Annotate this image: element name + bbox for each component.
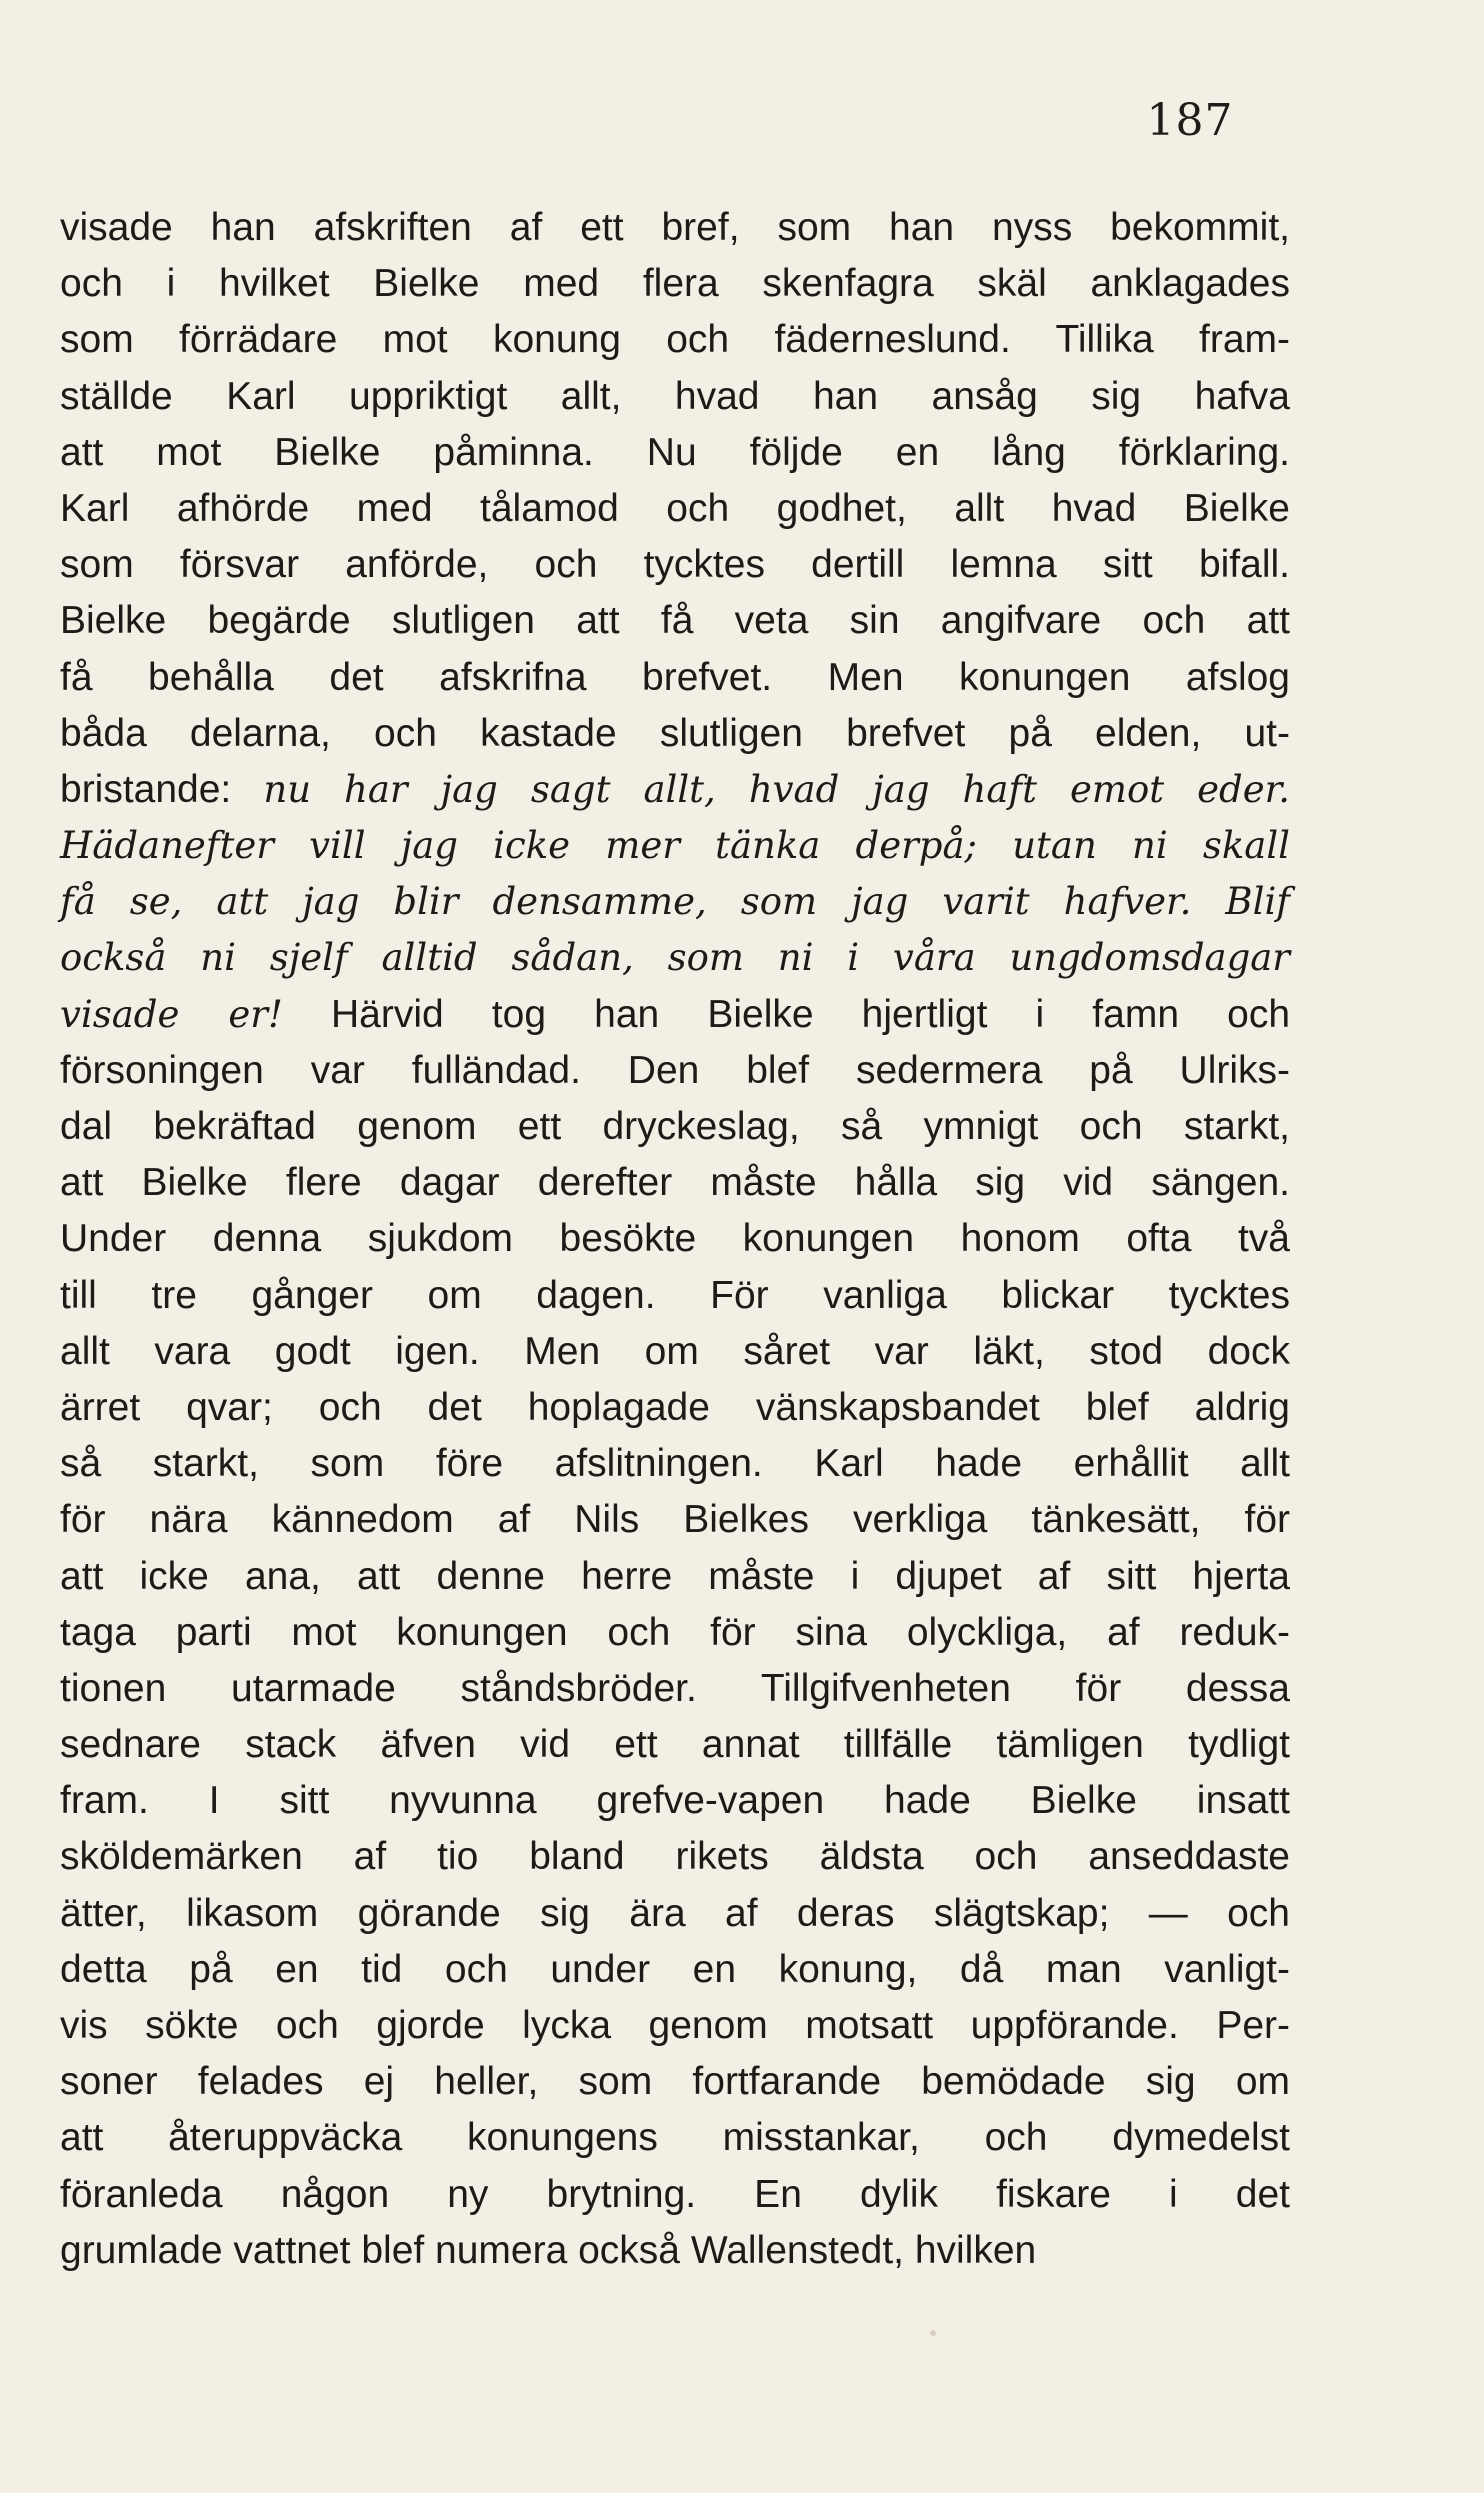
- text-run: till tre gånger om dagen. För vanliga blickar tycktes: [60, 1273, 1290, 1317]
- text-run: båda delarna, och kastade slutligen brefvet på elden, ut-: [60, 711, 1290, 755]
- text-run: ätter, likasom görande sig ära af deras slägtskap; — och: [60, 1891, 1290, 1935]
- text-line: [60, 256, 1290, 312]
- text-line: [60, 1829, 1290, 1885]
- text-run: ställde Karl uppriktigt allt, hvad han ansåg sig hafva: [60, 374, 1290, 418]
- text-line: [60, 1886, 1290, 1942]
- italic-text: också ni sjelf alltid sådan, som ni i våra ungdomsdagar: [60, 936, 1290, 980]
- italic-text: nu har jag sagt allt, hvad jag haft emot eder.: [263, 767, 1290, 811]
- text-run: dal bekräftad genom ett dryckeslag, så ymnigt och starkt,: [60, 1105, 1290, 1148]
- text-run: som förrädare mot konung och fäderneslund. Tillika fram-: [60, 318, 1290, 362]
- text-run: att Bielke flere dagar derefter måste hålla sig vid sängen.: [60, 1161, 1290, 1205]
- paper-speck: [930, 2330, 936, 2336]
- text-line: [60, 1324, 1290, 1380]
- text-run: för nära kännedom af Nils Bielkes verkliga tänkesätt, för: [60, 1498, 1290, 1542]
- text-line: [60, 369, 1290, 425]
- text-line: [60, 1436, 1290, 1492]
- text-line: [60, 312, 1290, 368]
- text-run: föranleda någon ny brytning. En dylik fiskare i det: [60, 2172, 1290, 2216]
- text-run: att mot Bielke påminna. Nu följde en lång förklaring.: [60, 430, 1290, 474]
- text-line: [60, 1043, 1290, 1099]
- text-line: [60, 1717, 1290, 1773]
- text-line: [60, 200, 1290, 256]
- text-line: [60, 481, 1290, 537]
- text-line: [60, 1380, 1290, 1436]
- text-line: [60, 2167, 1290, 2223]
- text-line: [60, 762, 1290, 818]
- italic-text: Hädanefter vill jag icke mer tänka derpå; utan ni skall: [60, 824, 1290, 868]
- italic-text: få se, att jag blir densamme, som jag varit hafver. Blif: [60, 880, 1290, 924]
- text-line: [60, 874, 1290, 930]
- text-line: [60, 593, 1290, 649]
- text-line: [60, 2054, 1290, 2110]
- text-run: detta på en tid och under en konung, då man vanligt-: [60, 1947, 1290, 1991]
- text-run: Bielke begärde slutligen att få veta sin angifvare och att: [60, 599, 1290, 643]
- text-line: [60, 2110, 1290, 2166]
- text-run: Karl afhörde med tålamod och godhet, allt hvad Bielke: [60, 486, 1290, 530]
- text-run: Under denna sjukdom besökte konungen honom ofta två: [60, 1217, 1290, 1261]
- body-text: [60, 200, 1290, 2279]
- text-run: allt vara godt igen. Men om såret var läkt, stod dock: [60, 1329, 1290, 1373]
- text-run: fram. I sitt nyvunna grefve-vapen hade Bielke insatt: [60, 1779, 1290, 1823]
- text-line: [60, 1605, 1290, 1661]
- text-run: och i hvilket Bielke med flera skenfagra skäl anklagades: [60, 262, 1290, 306]
- text-run: ärret qvar; och det hoplagade vänskapsbandet blef aldrig: [60, 1385, 1290, 1429]
- text-line: [60, 425, 1290, 481]
- text-line: [60, 930, 1290, 986]
- text-run: som försvar anförde, och tycktes dertill lemna sitt bifall.: [60, 543, 1290, 587]
- text-line: [60, 537, 1290, 593]
- text-line: [60, 1155, 1290, 1211]
- text-line: [60, 2223, 1290, 2279]
- text-run: att icke ana, att denne herre måste i djupet af sitt hjerta: [60, 1554, 1290, 1598]
- text-run: vis sökte och gjorde lycka genom motsatt uppförande. Per-: [60, 2004, 1290, 2047]
- text-line: [60, 1773, 1290, 1829]
- text-run: så starkt, som före afslitningen. Karl hade erhållit allt: [60, 1442, 1290, 1486]
- text-line: [60, 1549, 1290, 1605]
- text-run: soner felades ej heller, som fortfarande bemödade sig om: [60, 2060, 1290, 2104]
- text-run: Härvid tog han Bielke hjertligt i famn och: [282, 992, 1291, 1036]
- text-line: [60, 1099, 1290, 1155]
- text-line: [60, 706, 1290, 762]
- text-line: [60, 1211, 1290, 1267]
- text-run: att återuppväcka konungens misstankar, och dymedelst: [60, 2116, 1290, 2160]
- italic-text: visade er!: [60, 992, 283, 1036]
- text-run: tionen utarmade ståndsbröder. Tillgifvenheten för dessa: [60, 1666, 1290, 1710]
- text-line: [60, 1998, 1290, 2054]
- text-run: grumlade vattnet blef numera också Wallenstedt, hvilken: [60, 2228, 1037, 2272]
- text-line: [60, 1661, 1290, 1717]
- text-line: [60, 650, 1290, 706]
- text-run: sköldemärken af tio bland rikets äldsta och anseddaste: [60, 1835, 1290, 1879]
- text-line: [60, 1268, 1290, 1324]
- text-run: taga parti mot konungen och för sina olyckliga, af reduk-: [60, 1610, 1290, 1654]
- text-line: [60, 987, 1290, 1043]
- page-number: 187: [1146, 95, 1234, 146]
- text-line: [60, 1942, 1290, 1998]
- text-line: [60, 1492, 1290, 1548]
- text-run: bristande:: [60, 767, 264, 811]
- text-run: visade han afskriften af ett bref, som han nyss bekommit,: [60, 206, 1290, 249]
- text-line: [60, 818, 1290, 874]
- text-run: få behålla det afskrifna brefvet. Men konungen afslog: [60, 655, 1290, 699]
- text-run: sednare stack äfven vid ett annat tillfälle tämligen tydligt: [60, 1723, 1290, 1767]
- text-run: försoningen var fulländad. Den blef sedermera på Ulriks-: [60, 1048, 1290, 1092]
